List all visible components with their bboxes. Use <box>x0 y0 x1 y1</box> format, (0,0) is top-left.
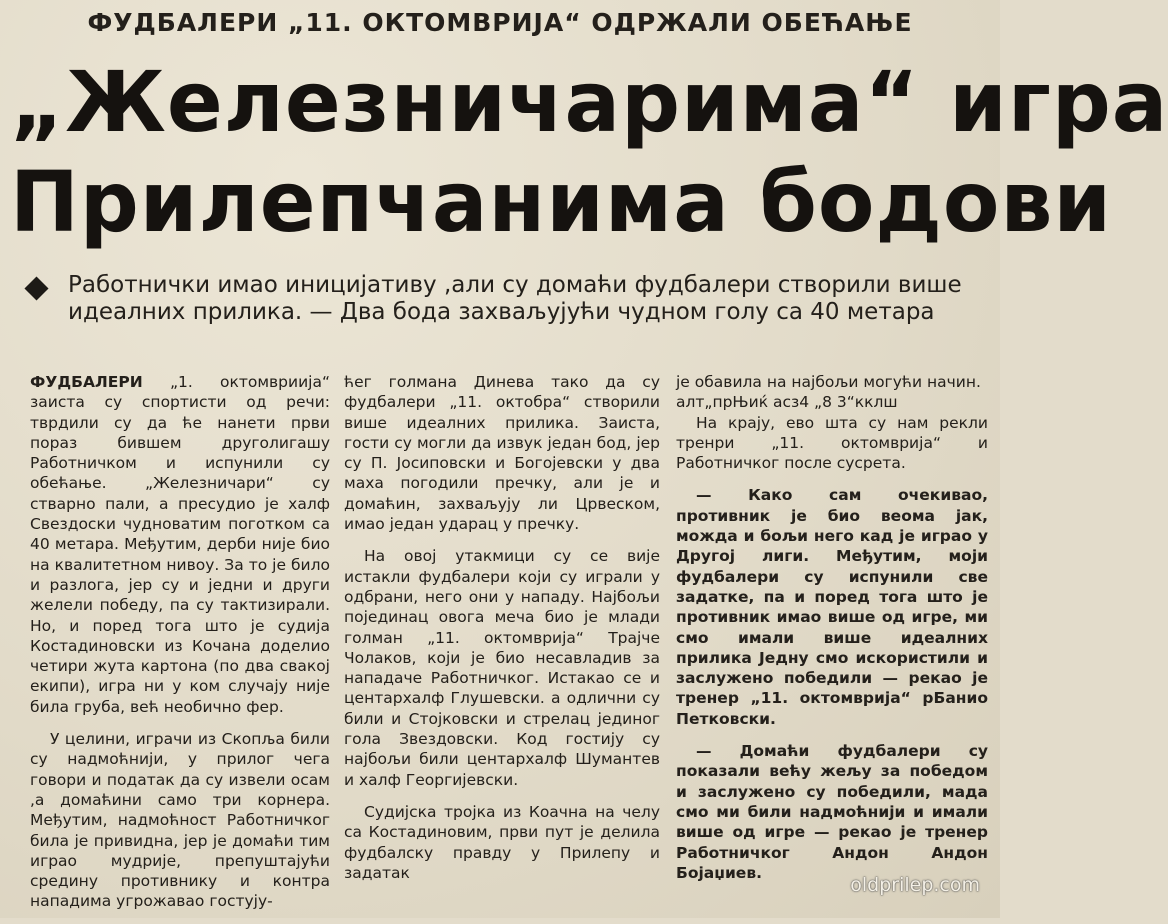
paragraph: У целини, играчи из Скопља били су надмоћнији, у прилог чега говори и податак да су извели осам ,а домаћини само три корнера. Међутим, надмоћност Работничког била је привидна, јер је домаћи тим играо мудрије, препуштајући средину противнику и контра нападима угрожавао гостују- <box>30 730 330 911</box>
kicker-line: ФУДБАЛЕРИ „11. ОКТОМВРИЈА“ ОДРЖАЛИ ОБЕЋАЊЕ <box>87 8 913 37</box>
paragraph: ћег голмана Динева тако да су фудбалери „11. октобра“ створили више идеалних прилика. Заиста, гости су могли да извук један бод, јер су П. Јосиповски и Богојевски у два маха погодили пречку, али је и домаћин, захваљују ли Црвеском, имао један ударац у пречку. <box>344 373 660 534</box>
lead-word: ФУДБАЛЕРИ <box>30 373 143 391</box>
quote-paragraph: — Како сам очекивао, противник је био веома јак, можда и бољи него кад је играо у Другој лиги. Међутим, моји фудбалери су испунили све задатке, па и поред тога што је противник имао више од игре, ми смо имали више идеалних прилика Једну смо искористили и заслужено победили — рекао је тренер „11. октомврија“ рБанио Петковски. <box>676 486 988 728</box>
headline <box>10 52 1168 252</box>
article-column-2 <box>344 372 660 895</box>
paragraph <box>30 372 330 717</box>
watermark: oldprilep.com <box>850 874 980 896</box>
deck <box>28 272 968 326</box>
garbled-line: алт„прЊиќ асз4 „8 3“кклш <box>676 393 898 412</box>
paragraph: На овој утакмици су се вије истакли фудбалери који су играли у одбрани, него они у нападу. Најбољи појединац овога меча био је млади голман „11. октомврија“ Трајче Чолаков, који је био несавладив за нападаче Работничког. Истакао се и центархалф Глушевски. а одлични су били и Стојковски и стрелац јединог гола Звездовски. Код гостију су најбољи били центархалф Шумантев и халф Георгијевски. <box>344 547 660 789</box>
quote-paragraph: — Домаћи фудбалери су показали већу жељу за победом и заслужено су победили, мада смо ми били надмоћнији и имали више од игре — рекао је тренер Работничког Андон Андон Бојаџиев. <box>676 742 988 882</box>
headline-line-1: „Железничарима“ игра <box>10 53 1168 151</box>
paragraph: На крају, ево шта су нам рекли тренри „11. октомврија“ и Работничког после сусрета. <box>676 413 988 473</box>
paragraph-text: „1. октомвриија“ заиста су спортисти од речи: тврдили су да ће нанети први пораз бившем друголигашу Работничком и испунили су обећање. „Железничари“ су стварно пали, а пресудио је халф Свездоски чудноватим поготком са 40 метара. Међутим, дерби није био на квалитетном нивоу. За то је било и разлога, јер су и једни и други желели победу, па су тактизирали. Но, и поред тога што је судија Костадиновски из Кочана доделио четири жута картона (по два свакој екипи), игра ни у ком случају није била груба, већ необично фер. <box>30 373 330 716</box>
paragraph: је обавила на најбољи могући начин. <box>676 373 981 391</box>
deck-text: Работнички имао иницијативу ,али су домаћи фудбалери створили више идеалних прилика. — Два бода захваљујући чудном голу са 40 метара <box>68 272 962 325</box>
article-column-3 <box>676 372 988 895</box>
diamond-bullet-icon <box>24 276 48 300</box>
paragraph: Судијска тројка из Коачна на челу са Костадиновим, први пут је делила фудбалску правду у Прилепу и задатак <box>344 802 660 882</box>
article-column-1 <box>30 372 330 924</box>
headline-line-2: Прилепчанима бодови <box>10 153 1113 251</box>
